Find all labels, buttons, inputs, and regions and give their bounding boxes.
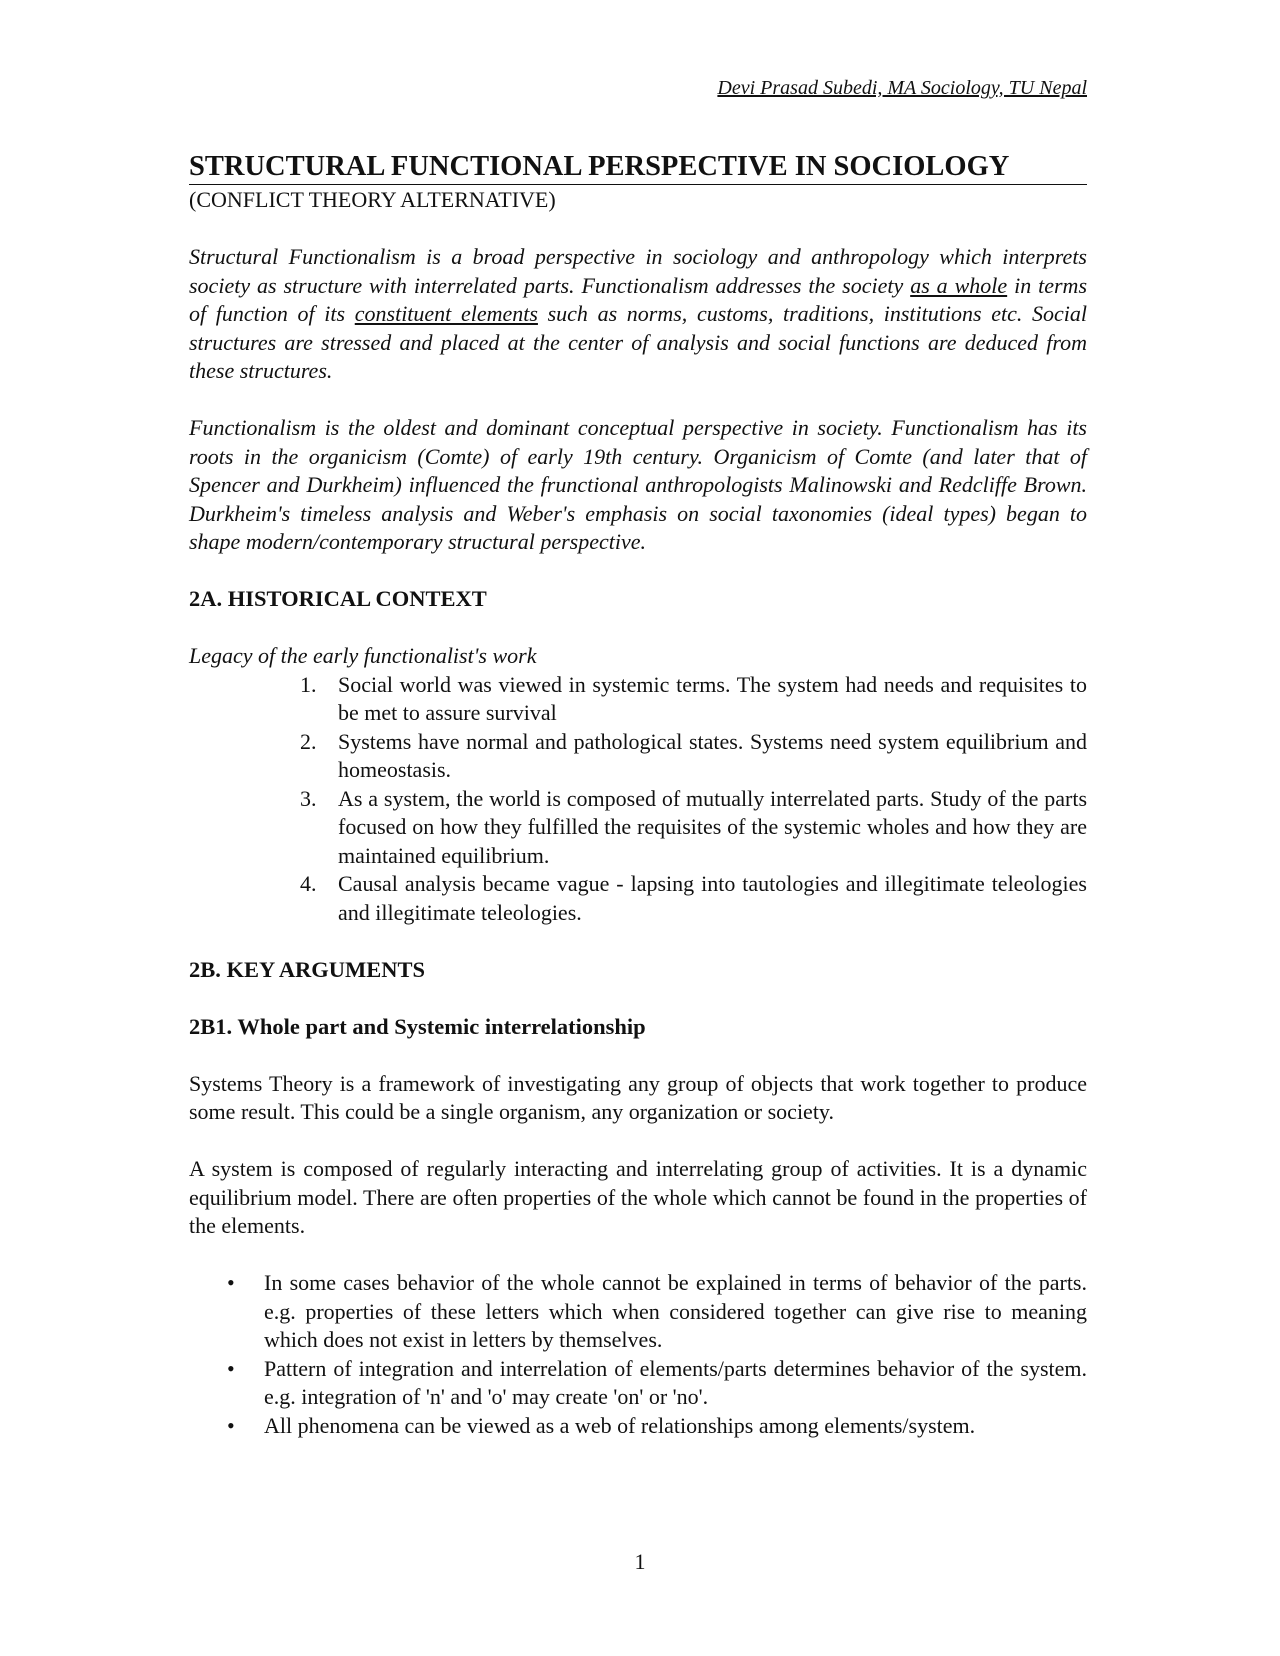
list-item xyxy=(300,728,1087,785)
list-item xyxy=(300,671,1087,728)
list-item-text: Social world was viewed in systemic terms. The system had needs and requisites to be met to assure survival xyxy=(338,671,1087,725)
properties-bullet-list xyxy=(189,1269,1087,1440)
page-number: 1 xyxy=(634,1549,646,1574)
list-item-text: In some cases behavior of the whole cannot be explained in terms of behavior of the parts. e.g. properties of these letters which when considered together can give rise to meaning which does not exist in letters by themselves. xyxy=(264,1270,1087,1352)
intro-paragraph-1 xyxy=(189,243,1087,386)
list-item xyxy=(227,1269,1087,1355)
list-item xyxy=(227,1412,1087,1441)
document-subtitle: (CONFLICT THEORY ALTERNATIVE) xyxy=(189,187,556,212)
system-composition-paragraph: A system is composed of regularly interacting and interrelating group of activities. It is a dynamic equilibrium model. There are often properties of the whole which cannot be found in the properties of the elements. xyxy=(189,1156,1087,1238)
bullet-icon: • xyxy=(227,1355,235,1381)
legacy-lead: Legacy of the early functionalist's work xyxy=(189,643,537,668)
bullet-icon: • xyxy=(227,1412,235,1438)
list-number: 1. xyxy=(300,671,317,697)
list-item-text: As a system, the world is composed of mutually interrelated parts. Study of the parts focused on how they fulfilled the requisites of the systemic wholes and how they are maintained equilibrium. xyxy=(338,785,1087,868)
list-item-text: All phenomena can be viewed as a web of relationships among elements/system. xyxy=(264,1412,976,1438)
list-item xyxy=(300,870,1087,927)
list-item-text: Causal analysis became vague - lapsing into tautologies and illegitimate teleologies and illegitimate teleologies. xyxy=(338,871,1087,925)
legacy-list xyxy=(189,671,1087,928)
intro-text-b: in terms of function of its xyxy=(189,272,1087,326)
section-heading-historical-context: 2A. HISTORICAL CONTEXT xyxy=(189,586,487,611)
list-number: 4. xyxy=(300,871,317,896)
list-number: 2. xyxy=(300,728,317,754)
list-item xyxy=(300,785,1087,871)
underlined-phrase-elements: constituent elements xyxy=(354,301,538,326)
list-item-text: Pattern of integration and interrelation of elements/parts determines behavior of the system. e.g. integration of 'n' and 'o' may create 'on' or 'no'. xyxy=(264,1355,1087,1409)
section-heading-key-arguments: 2B. KEY ARGUMENTS xyxy=(189,956,426,982)
systems-theory-paragraph: Systems Theory is a framework of investigating any group of objects that work together to produce some result. This could be a single organism, any organization or society. xyxy=(189,1070,1087,1124)
list-number: 3. xyxy=(300,785,317,811)
underlined-phrase-whole: as a whole xyxy=(910,272,1008,298)
intro-paragraph-2: Functionalism is the oldest and dominant conceptual perspective in society. Functionalism has its roots in the organicism (Comte) of early 19th century. Organicism of Comte (and later that of Spencer and Durkheim) influenced the frunctional anthropologists Malinowski and Redcliffe Brown. Durkheim's timeless analysis and Weber's emphasis on social taxonomies (ideal types) began to shape modern/contemporary structural perspective. xyxy=(189,415,1087,554)
list-item xyxy=(227,1355,1087,1412)
bullet-icon: • xyxy=(227,1270,235,1295)
page-content xyxy=(189,150,1087,1440)
running-header: Devi Prasad Subedi, MA Sociology, TU Nepal xyxy=(717,77,1087,99)
subsection-heading-whole-part: 2B1. Whole part and Systemic interrelationship xyxy=(189,1013,646,1039)
list-item-text: Systems have normal and pathological states. Systems need system equilibrium and homeostasis. xyxy=(338,728,1087,782)
intro-text-a: Structural Functionalism is a broad perspective in sociology and anthropology which interprets society as structure with interrelated parts. Functionalism addresses the society xyxy=(189,244,1087,298)
intro-text-c: such as norms, customs, traditions, institutions etc. Social structures are stressed and placed at the center of analysis and social functions are deduced from these structures. xyxy=(189,301,1087,383)
document-title: STRUCTURAL FUNCTIONAL PERSPECTIVE IN SOCIOLOGY xyxy=(189,150,1087,185)
